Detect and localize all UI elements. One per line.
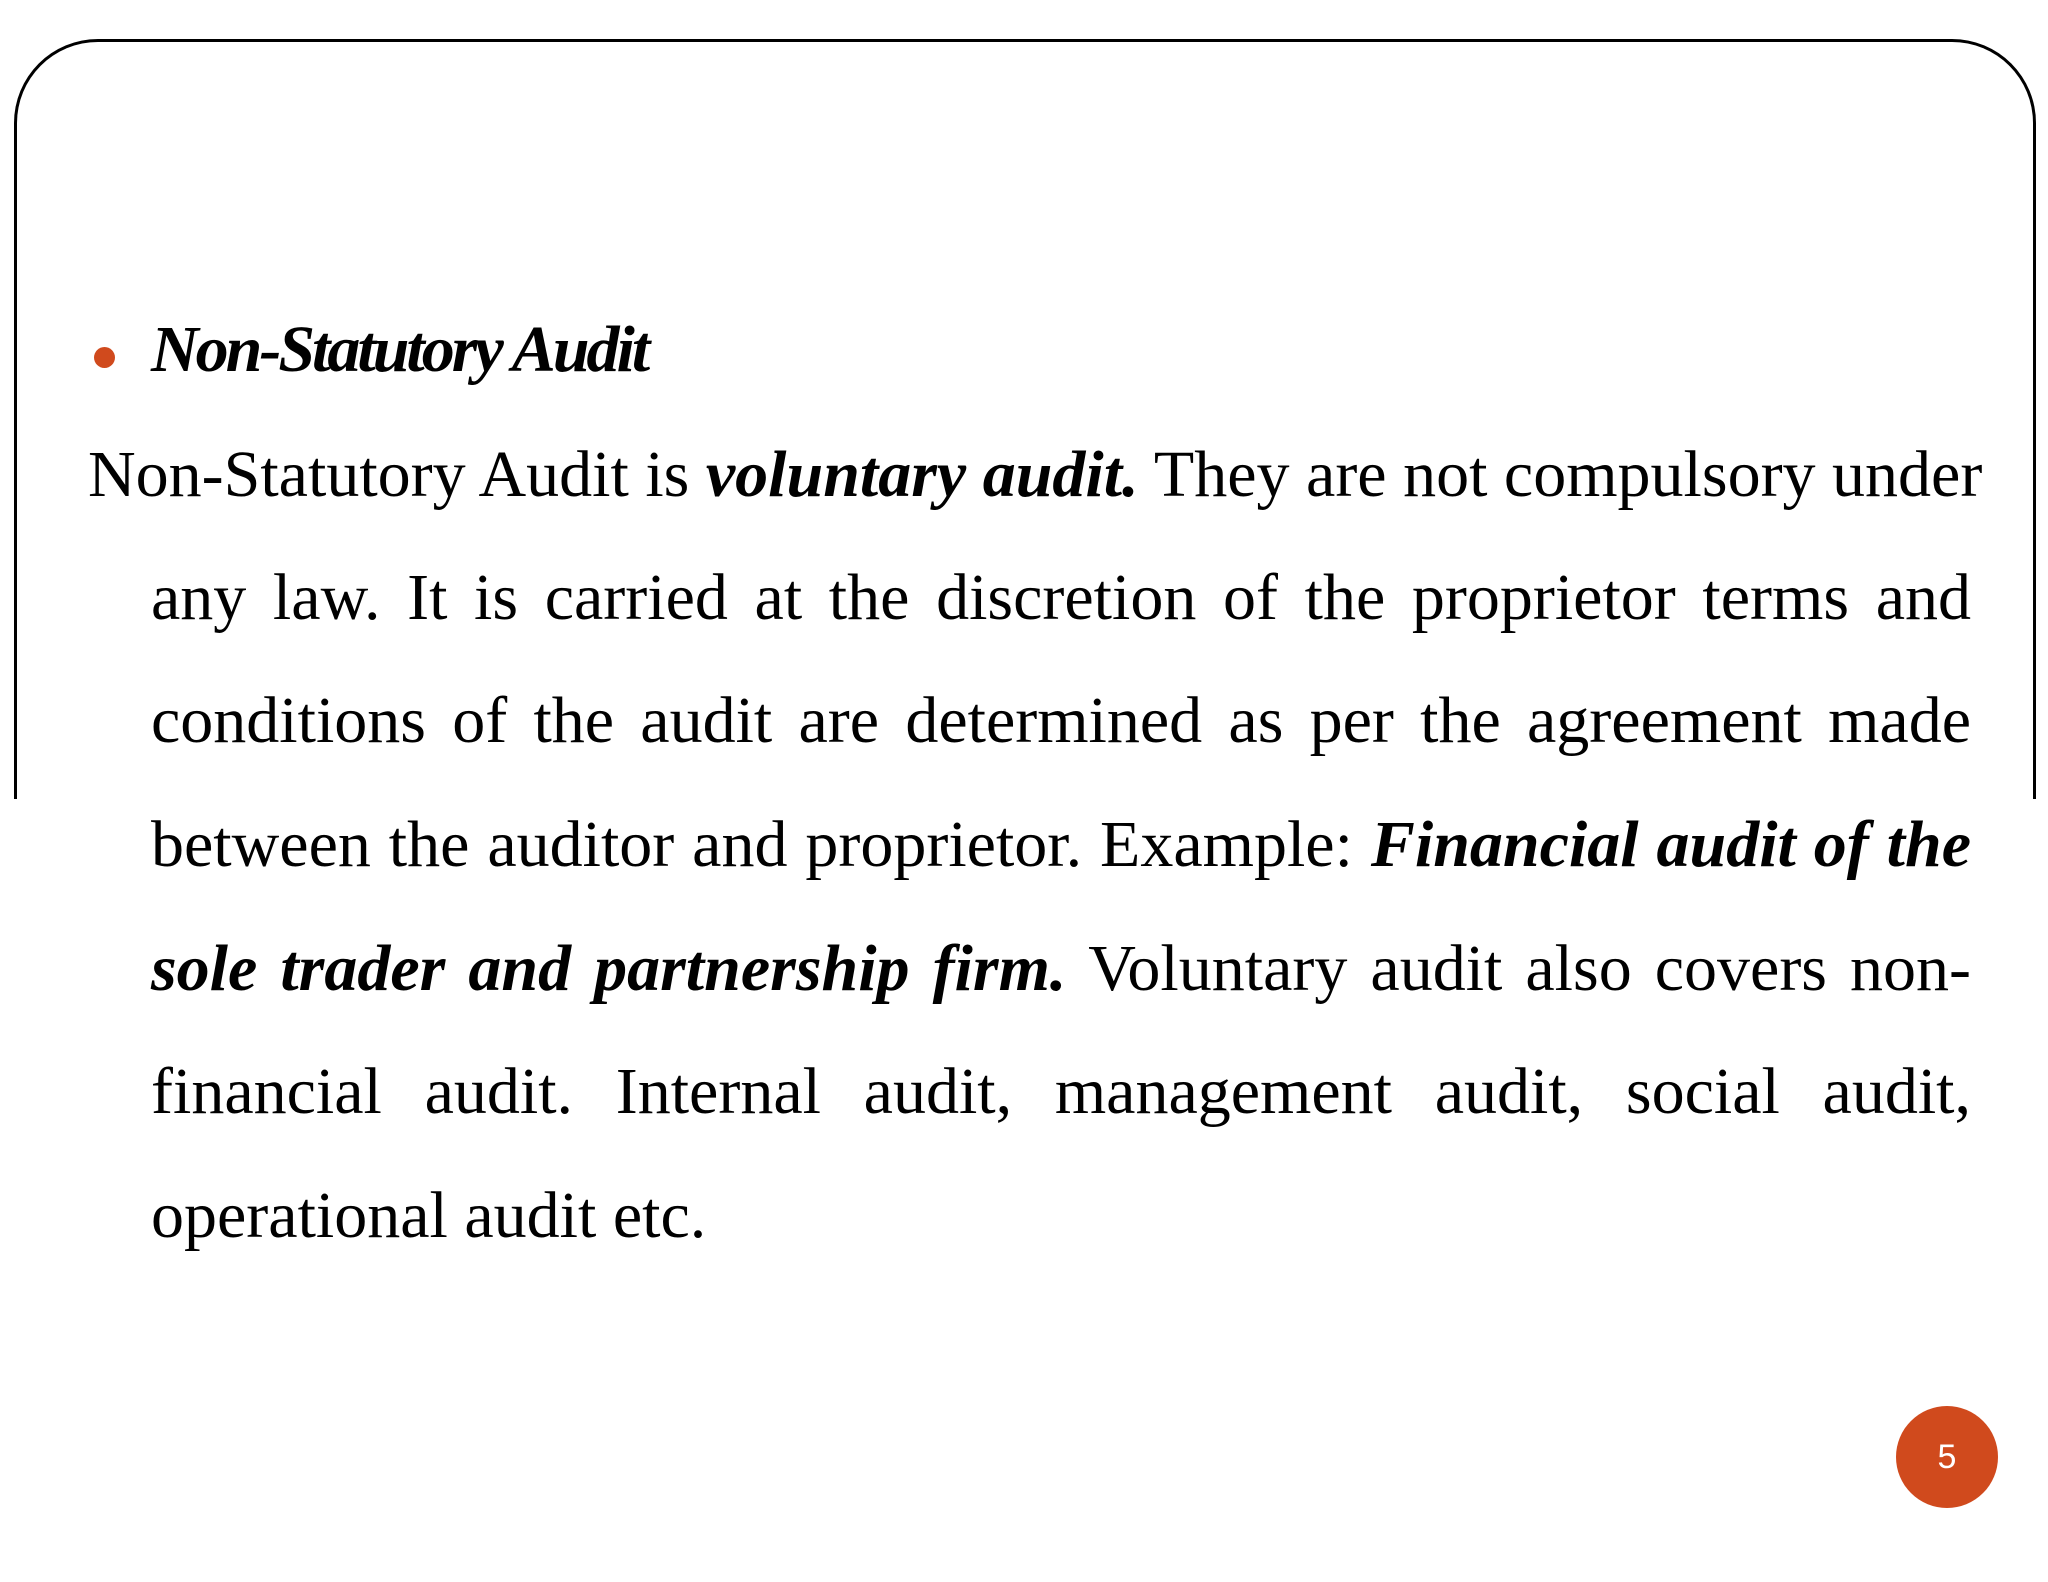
paragraph-line-2: any law. It is carried at the discretion of the proprietor terms and: [151, 561, 1971, 634]
paragraph-line-6: financial audit. Internal audit, management audit, social audit,: [151, 1055, 1971, 1128]
paragraph-line-3: conditions of the audit are determined as per the agreement made: [151, 684, 1971, 757]
emphasis-text: Financial audit of the: [1370, 808, 1972, 881]
paragraph-line-7: operational audit etc.: [151, 1179, 707, 1252]
text-run: Non-Statutory Audit is: [88, 438, 706, 511]
text-run: Voluntary audit also covers non-: [1066, 932, 1971, 1005]
emphasis-text: sole trader and partnership firm.: [151, 932, 1067, 1005]
paragraph-line-4: [151, 808, 1971, 882]
text-run: between the auditor and proprietor. Example:: [151, 808, 1371, 881]
emphasis-text: voluntary audit.: [705, 438, 1139, 511]
text-run: They are not compulsory under: [1138, 438, 1983, 511]
page-number-badge: 5: [1896, 1406, 1998, 1508]
slide-heading: Non-Statutory Audit: [151, 313, 648, 386]
paragraph-line-5: [151, 932, 1971, 1006]
bullet-dot-icon: [94, 347, 115, 368]
paragraph-line-1: [88, 438, 1983, 512]
